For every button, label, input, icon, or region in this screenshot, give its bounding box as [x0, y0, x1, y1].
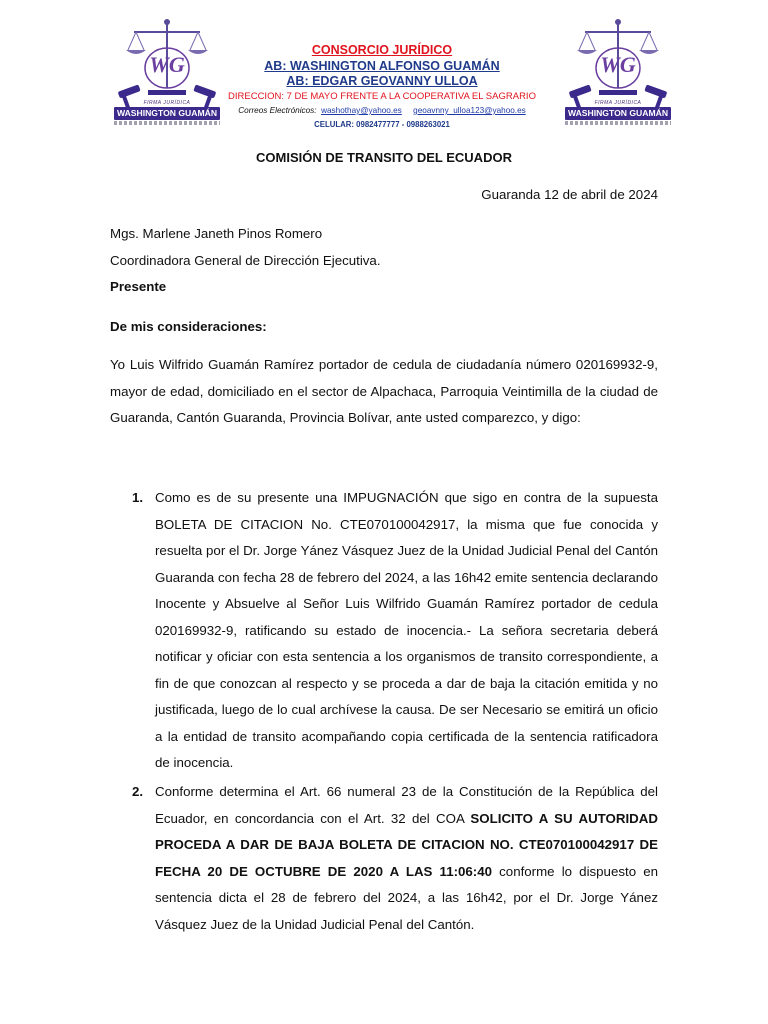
letterhead-lawyer-2: AB: EDGAR GEOVANNY ULLOA — [286, 74, 478, 88]
emails-label: Correos Electrónicos: — [238, 106, 317, 115]
logo-strip — [114, 121, 220, 125]
letterhead-consortium: CONSORCIO JURÍDICO — [311, 43, 453, 57]
item-text-before: Conforme determina el Art. 66 numeral 23 de la Constitución de la República del Ecuador, en concordancia con el Art. 32 del COA — [155, 784, 658, 826]
document-title: COMISIÓN DE TRANSITO DEL ECUADOR — [256, 150, 512, 165]
logo-monogram: WG — [149, 52, 185, 77]
greeting: De mis consideraciones: — [110, 319, 267, 334]
logo-strip — [565, 121, 671, 125]
letterhead-emails — [222, 106, 542, 115]
salutation-presente: Presente — [110, 279, 167, 294]
list-item-text: Como es de su presente una IMPUGNACIÓN que sigo en contra de la supuesta BOLETA DE CITACION No. CTE070100042917, la misma que fue conocida y resuelta por el Dr. Jorge Yánez Vásquez Juez de la Unidad Judicial Penal del Cantón Guaranda con fecha 28 de febrero del 2024, a las 16h42 emite sentencia declarando Inocente y Absuelve al Señor Luis Wilfrido Guamán Ramírez portador de cedula 020169932-9, ratificando su estado de inocencia.- La señora secretaria deberá notificar y oficiar con esta sentencia a los organismos de transito correspondiente, a fin de que conozcan al respecto y se proceda a dar de baja la citación emitida y no justificada, luego de lo cual archívese la causa. De ser Necesario se emitirá un oficio a la entidad de transito acompañando copia certificada de la sentencia ratificadora de inocencia. — [155, 490, 658, 770]
letterhead-address: DIRECCION: 7 DE MAYO FRENTE A LA COOPERATIVA EL SAGRARIO — [228, 91, 536, 102]
email-link-1[interactable]: washothay@yahoo.es — [321, 106, 402, 115]
logo-monogram: WG — [600, 52, 636, 77]
letterhead-lawyer-1: AB: WASHINGTON ALFONSO GUAMÁN — [264, 59, 500, 73]
recipient-role: Coordinadora General de Dirección Ejecutiva. — [110, 253, 381, 268]
firm-logo-left — [112, 16, 222, 136]
item-text-request: SOLICITO A SU AUTORIDAD PROCEDA A DAR DE BAJA BOLETA DE CITACION NO. CTE070100042917 DE FECHA 20 DE OCTUBRE DE 2020 A LAS 11:06:40 — [155, 810, 658, 879]
logo-firm-name: WASHINGTON GUAMÁN — [565, 107, 671, 120]
letterhead-phone: CELULAR: 0982477777 - 0988263021 — [314, 120, 450, 129]
firm-logo-right — [563, 16, 673, 136]
logo-firm-label: FIRMA JURÍDICA — [594, 100, 642, 106]
list-item-number: 1. — [132, 490, 144, 505]
item-text-after: conforme lo dispuesto en sentencia dicta el 28 de febrero del 2024, a las 16h42, por el Dr. Jorge Yánez Vásquez Juez de la Unidad Judicial Penal del Cantón. — [155, 863, 658, 932]
logo-firm-label: FIRMA JURÍDICA — [143, 100, 191, 106]
recipient-name: Mgs. Marlene Janeth Pinos Romero — [110, 226, 323, 241]
logo-firm-name: WASHINGTON GUAMÁN — [114, 107, 220, 120]
list-item-number: 2. — [132, 784, 144, 799]
email-link-2[interactable]: geoavnny_ulloa123@yahoo.es — [413, 106, 526, 115]
list-item-text — [155, 779, 658, 938]
document-date: Guaranda 12 de abril de 2024 — [481, 187, 658, 202]
intro-paragraph: Yo Luis Wilfrido Guamán Ramírez portador de cedula de ciudadanía número 020169932-9, mayor de edad, domiciliado en el sector de Alpachaca, Parroquia Veintimilla de la ciudad de Guaranda, Cantón Guaranda, Provincia Bolívar, ante usted comparezco, y digo: — [110, 357, 658, 425]
